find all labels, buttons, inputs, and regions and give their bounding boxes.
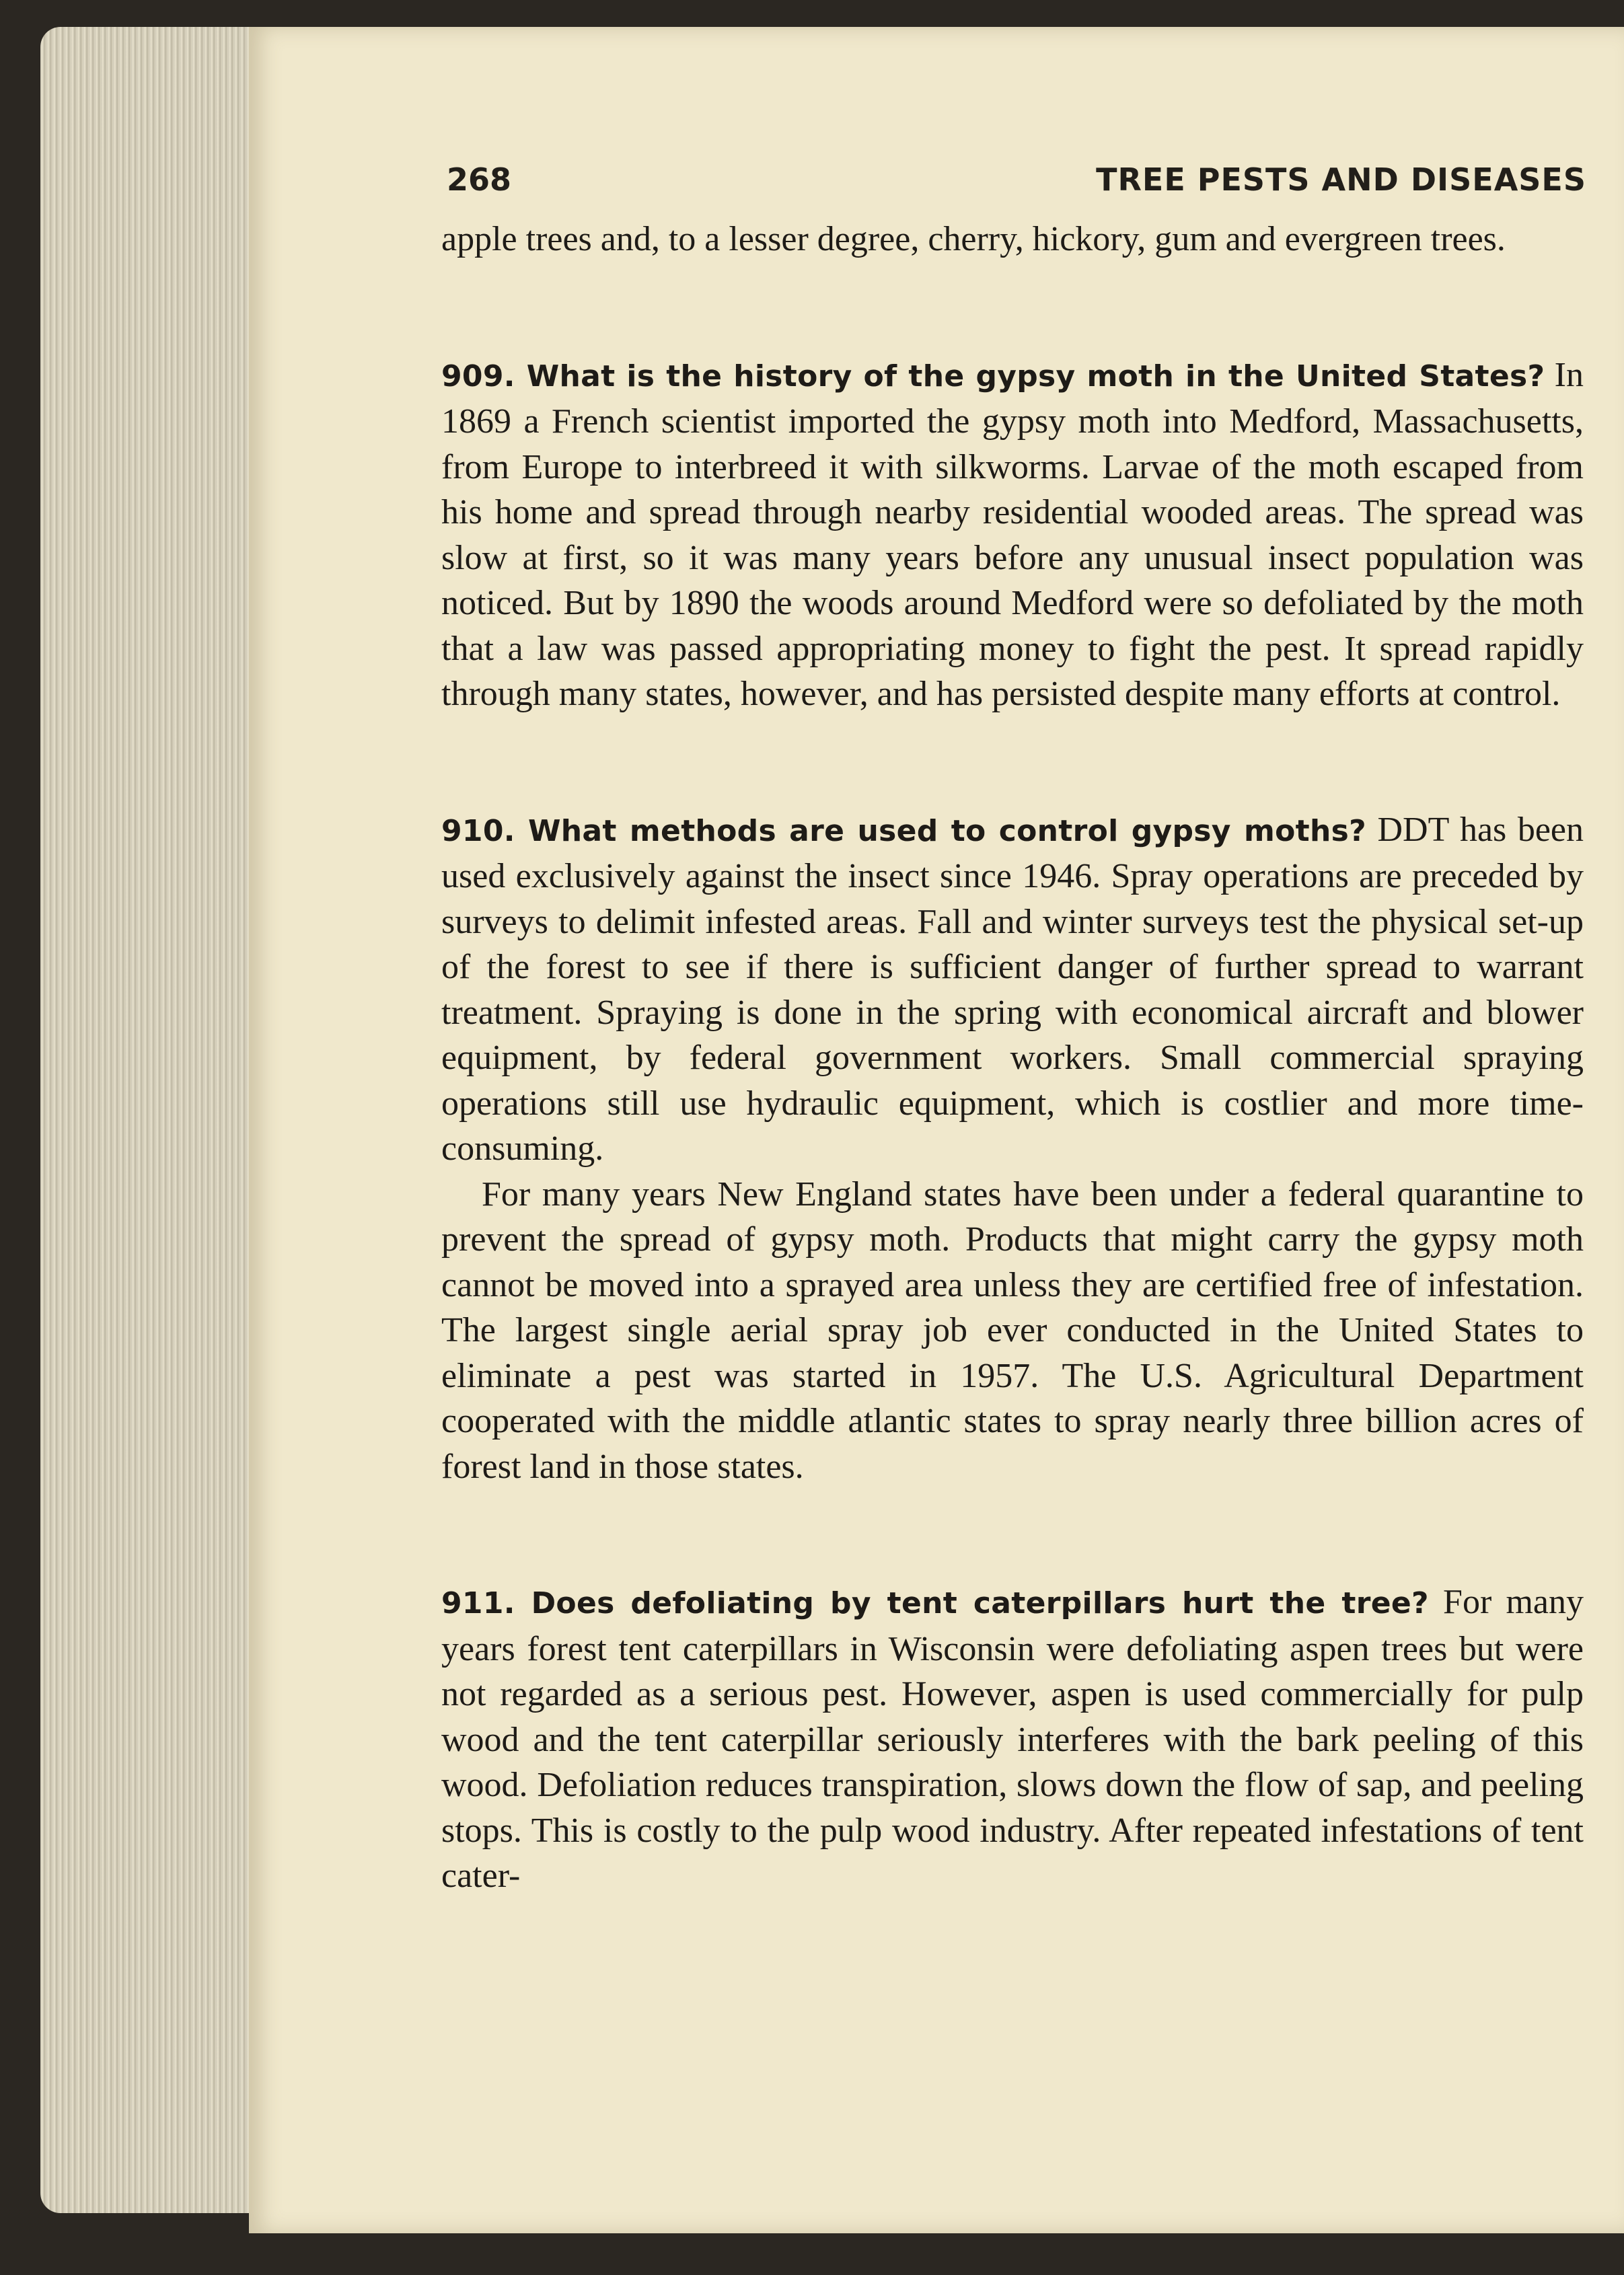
page-header [447, 161, 1586, 215]
section-gap [441, 262, 1584, 352]
answer-911: For many years forest tent caterpillars in Wisconsin were defoliating aspen trees but were not regarded as a serious pest. However, aspen is used commercially for pulp wood and the tent caterpillar seriously interferes with the bark peeling of this wood. Defoliation reduces transpiration, slows down the flow of sap, and peeling stops. This is costly to the pulp wood industry. After repeated infestations of tent cater- [441, 1583, 1584, 1895]
page-edge [40, 27, 262, 2213]
question-909: 909. What is the history of the gypsy moth in the United States? [441, 359, 1545, 394]
qa-909 [441, 352, 1584, 717]
question-911: 911. Does defoliating by tent caterpillars hurt the tree? [441, 1586, 1429, 1620]
answer-910-continued: For many years New England states have been under a federal quarantine to prevent the spread of gypsy moth. Products that might carry the gypsy moth cannot be moved into a sprayed area unless they are certified free of infestation. The largest single aerial spray job ever conducted in the United States to eliminate a pest was started in 1957. The U.S. Agricultural Department cooperated with the middle atlantic states to spray nearly three billion acres of forest land in those states. [441, 1174, 1584, 1486]
running-head: TREE PESTS AND DISEASES [1096, 161, 1586, 198]
page-body [441, 217, 1584, 1899]
section-gap [441, 1489, 1584, 1579]
question-910: 910. What methods are used to control gypsy moths? [441, 813, 1366, 848]
page-number: 268 [447, 161, 512, 198]
answer-910: DDT has been used exclusively against the insect since 1946. Spray operations are preceded by surveys to delimit infested areas. Fall and winter surveys test the physical set-up of the forest to see if there is sufficient danger of further spread to warrant treatment. Spraying is done in the spring with economical aircraft and blower equipment, by federal government workers. Small commercial spraying operations still use hydraulic equipment, which is costlier and more time-consuming. [441, 810, 1584, 1168]
answer-909: In 1869 a French scientist imported the gypsy moth into Medford, Massachusetts, from Europe to interbreed it with silkworms. Larvae of the moth escaped from his home and spread through nearby residential wooded areas. The spread was slow at first, so it was many years before any unusual insect population was noticed. But by 1890 the woods around Medford were so defoliated by the moth that a law was passed appropriating money to fight the pest. It spread rapidly through many states, however, and has persisted despite many efforts at control. [441, 355, 1584, 713]
qa-910 [441, 807, 1584, 1172]
qa-911 [441, 1579, 1584, 1899]
intro-paragraph: apple trees and, to a lesser degree, cherry, hickory, gum and evergreen trees. [441, 220, 1506, 258]
section-gap [441, 717, 1584, 807]
